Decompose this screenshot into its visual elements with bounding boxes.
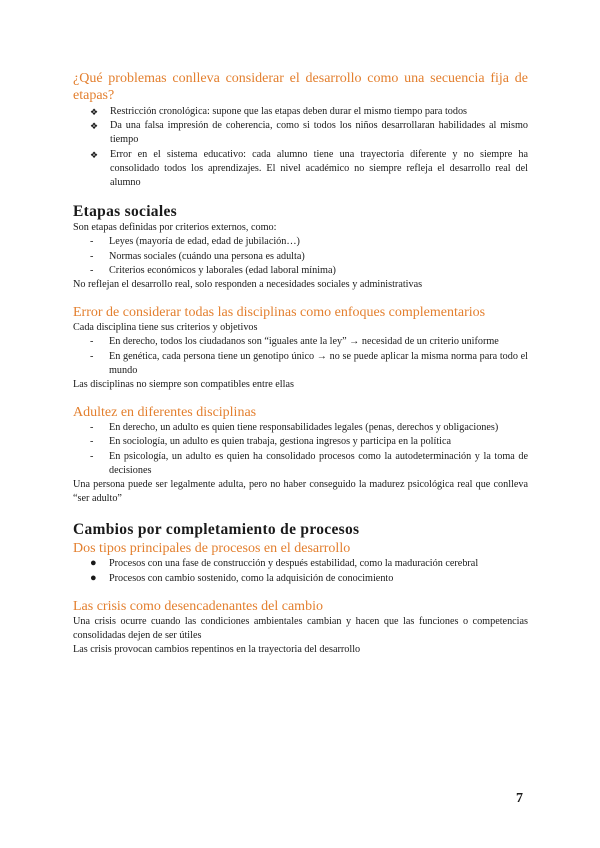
dash-bullet-icon: - (90, 422, 94, 434)
section1-heading: ¿Qué problemas conlleva considerar el desarrollo como una secuencia fija de etapas? (73, 71, 528, 103)
list-item: - En psicología, un adulto es quien ha consolidado procesos como la autodeterminación y la toma de decisiones (90, 450, 528, 476)
diamond-bullet-icon: ❖ (90, 149, 99, 160)
diamond-bullet-icon: ❖ (90, 107, 99, 117)
list-item: ❖ Error en el sistema educativo: cada alumno tiene una trayectoria diferente y no siempre ha consolidado todos los aprendizajes. El nivel académico no siempre refleja el desarrollo real del alumno (90, 148, 528, 189)
list-item: - En sociología, un adulto es quien trabaja, gestiona ingresos y participa en la política (73, 435, 528, 449)
section6-paragraph-1: Una crisis ocurre cuando las condiciones ambientales cambian y hacen que las funciones o competencias consolidadas dejen de ser útiles (73, 615, 528, 642)
list-item: ❖ Restricción cronológica: supone que las etapas deben durar el mismo tiempo para todos (73, 105, 528, 119)
list-item: - Criterios económicos y laborales (edad laboral mínima) (73, 264, 528, 278)
list-item: - Leyes (mayoría de edad, edad de jubilación…) (73, 235, 528, 249)
dot-bullet-icon: ● (90, 571, 97, 584)
page-content (73, 70, 528, 657)
section3-list (73, 335, 528, 378)
section3-outro: Las disciplinas no siempre son compatibles entre ellas (73, 379, 294, 391)
section6-paragraph-2: Las crisis provocan cambios repentinos en la trayectoria del desarrollo (73, 644, 361, 656)
section5-subheading: Dos tipos principales de procesos en el desarrollo (73, 541, 351, 557)
dash-bullet-icon: - (90, 450, 94, 462)
dash-bullet-icon: - (90, 236, 94, 248)
section2-heading: Etapas sociales (73, 203, 177, 221)
list-item: - Normas sociales (cuándo una persona es adulta) (73, 250, 528, 264)
section4-list (73, 421, 528, 478)
section2-intro: Son etapas definidas por criterios externos, como: (73, 222, 277, 234)
section4-outro: Una persona puede ser legalmente adulta, pero no haber conseguido la madurez psicológica real que conlleva “ser adulto” (73, 479, 528, 505)
section5-heading: Cambios por completamiento de procesos (73, 521, 360, 539)
dash-bullet-icon: - (90, 264, 94, 276)
dash-bullet-icon: - (90, 250, 94, 262)
list-item: ● Procesos con una fase de construcción y después estabilidad, como la maduración cerebral (90, 557, 479, 570)
section3-intro: Cada disciplina tiene sus criterios y objetivos (73, 322, 258, 334)
list-item: - En derecho, todos los ciudadanos son “iguales ante la ley” → necesidad de un criterio uniforme (73, 335, 528, 349)
dot-bullet-icon: ● (90, 557, 97, 570)
section2-outro: No reflejan el desarrollo real, solo responden a necesidades sociales y administrativas (73, 279, 423, 291)
section4-heading: Adultez en diferentes disciplinas (73, 405, 257, 421)
list-item: ❖ Da una falsa impresión de coherencia, como si todos los niños desarrollaran habilidades al mismo tiempo (90, 120, 528, 146)
page-number: 7 (516, 791, 523, 806)
section3-heading: Error de considerar todas las disciplinas como enfoques complementarios (73, 305, 486, 321)
section6-heading: Las crisis como desencadenantes del cambio (73, 598, 323, 614)
diamond-bullet-icon: ❖ (90, 121, 99, 132)
list-item: ● Procesos con cambio sostenido, como la adquisición de conocimiento (90, 571, 394, 584)
list-item: - En derecho, un adulto es quien tiene responsabilidades legales (penas, derechos y obligaciones) (73, 421, 528, 435)
dash-bullet-icon: - (90, 350, 94, 362)
section1-list (73, 105, 528, 190)
dash-bullet-icon: - (90, 436, 94, 448)
section5-list (73, 557, 528, 585)
list-item: - En genética, cada persona tiene un genotipo único → no se puede aplicar la misma norma para todo el mundo (90, 350, 528, 376)
section2-list (73, 235, 528, 278)
dash-bullet-icon: - (90, 336, 94, 348)
